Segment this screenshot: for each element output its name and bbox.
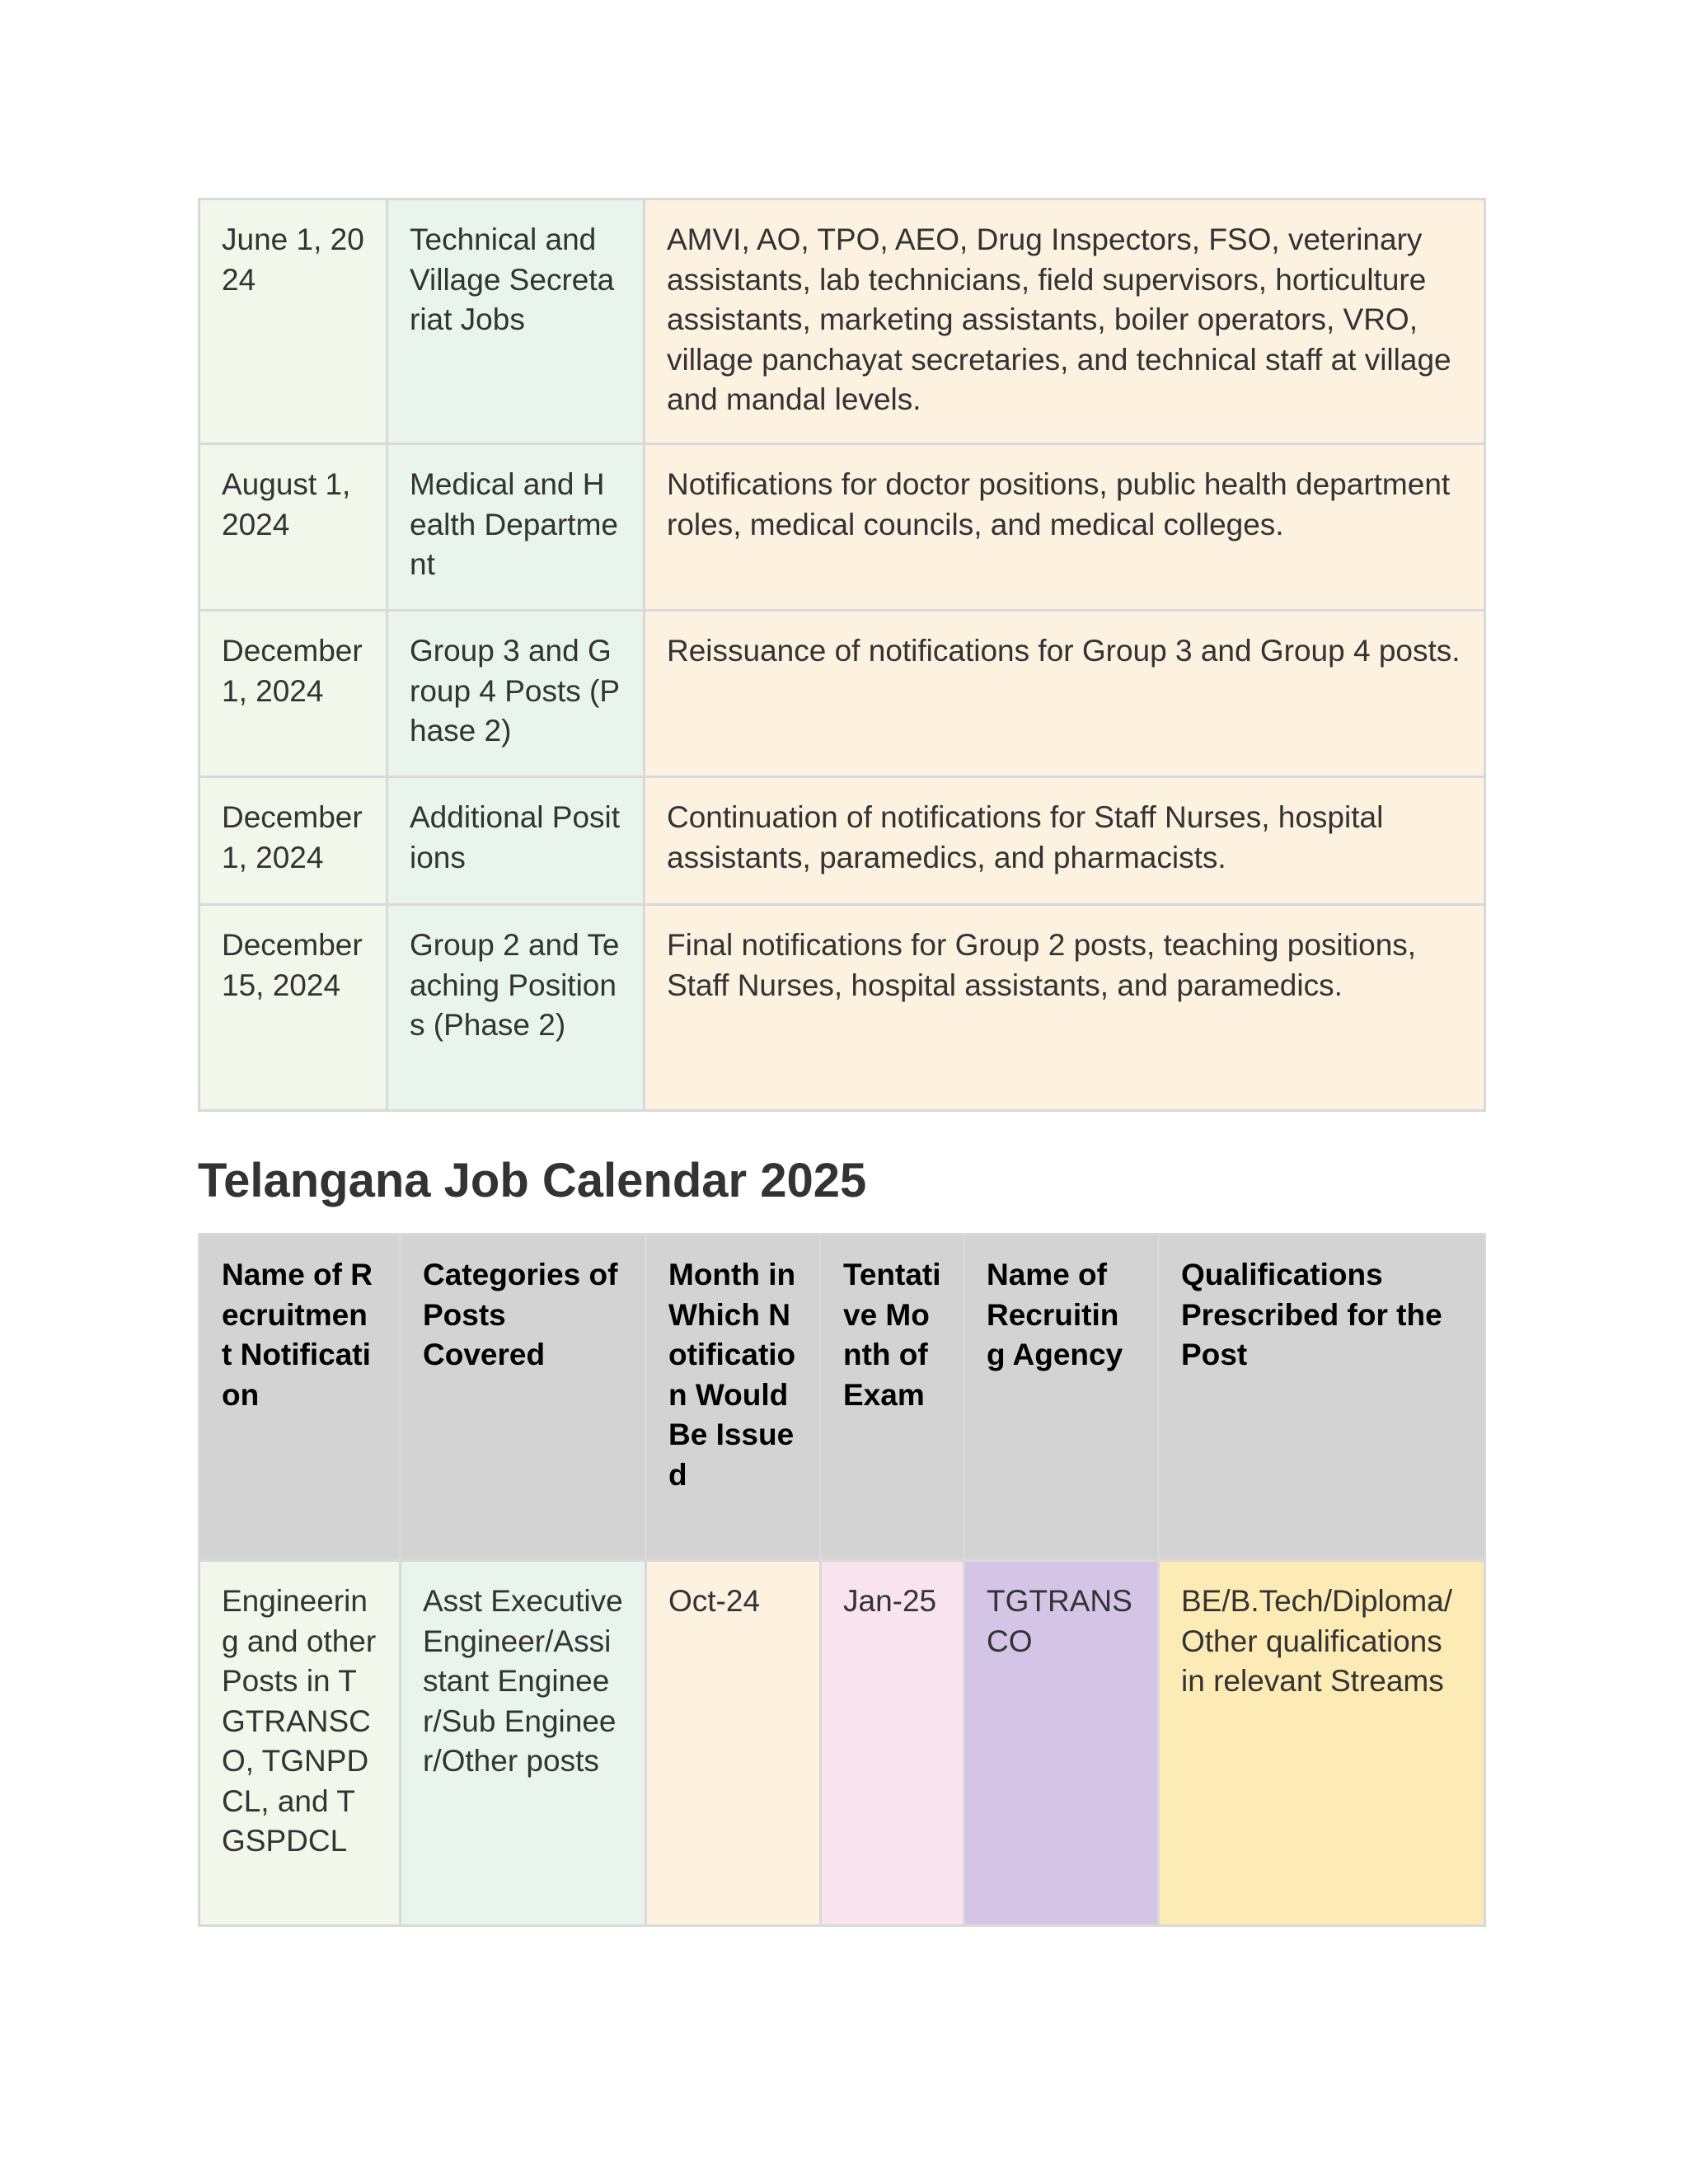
qualifications-cell: BE/B.Tech/Diploma/ Other qualifications in relevant Streams (1159, 1561, 1485, 1926)
details-cell: Final notifications for Group 2 posts, teaching positions, Staff Nurses, hospital assistants, and paramedics. (645, 905, 1485, 1111)
categories-cell: Asst Executive Engineer/Assistant Engineer/Sub Engineer/Other posts (401, 1561, 646, 1926)
table-row (199, 444, 1485, 611)
date-cell: June 1, 2024 (199, 199, 387, 444)
table-row (199, 199, 1485, 444)
details-cell: Reissuance of notifications for Group 3 and Group 4 posts. (645, 611, 1485, 777)
details-cell: Continuation of notifications for Staff Nurses, hospital assistants, paramedics, and pharmacists. (645, 777, 1485, 905)
category-cell: Additional Positions (387, 777, 645, 905)
category-cell: Group 3 and Group 4 Posts (Phase 2) (387, 611, 645, 777)
category-cell: Technical and Village Secretariat Jobs (387, 199, 645, 444)
header-notification: Name of Recruitment Notification (199, 1235, 401, 1561)
category-cell: Medical and Health Department (387, 444, 645, 611)
date-cell: August 1, 2024 (199, 444, 387, 611)
date-cell: December 1, 2024 (199, 611, 387, 777)
date-cell: December 15, 2024 (199, 905, 387, 1111)
header-agency: Name of Recruiting Agency (964, 1235, 1159, 1561)
table-row (199, 905, 1485, 1111)
details-cell: AMVI, AO, TPO, AEO, Drug Inspectors, FSO, veterinary assistants, lab technicians, field supervisors, horticulture assistants, marketing assistants, boiler operators, VRO, village panchayat secretaries, and technical staff at village and mandal levels. (645, 199, 1485, 444)
table-row (199, 777, 1485, 905)
agency-cell: TGTRANSCO (964, 1561, 1159, 1926)
header-categories: Categories of Posts Covered (401, 1235, 646, 1561)
job-calendar-2025-table (198, 1233, 1486, 1927)
header-notification-month: Month in Which Notification Would Be Issued (646, 1235, 821, 1561)
date-cell: December 1, 2024 (199, 777, 387, 905)
table-row (199, 1561, 1485, 1926)
section-heading: Telangana Job Calendar 2025 (198, 1154, 867, 1207)
notification-month-cell: Oct-24 (646, 1561, 821, 1926)
table-header-row (199, 1235, 1485, 1561)
job-calendar-2024-table (198, 198, 1486, 1112)
category-cell: Group 2 and Teaching Positions (Phase 2) (387, 905, 645, 1111)
notification-cell: Engineering and other Posts in TGTRANSCO, TGNPDCL, and TGSPDCL (199, 1561, 401, 1926)
header-qualifications: Qualifications Prescribed for the Post (1159, 1235, 1485, 1561)
header-exam-month: Tentative Month of Exam (821, 1235, 964, 1561)
details-cell: Notifications for doctor positions, public health department roles, medical councils, and medical colleges. (645, 444, 1485, 611)
exam-month-cell: Jan-25 (821, 1561, 964, 1926)
table-row (199, 611, 1485, 777)
